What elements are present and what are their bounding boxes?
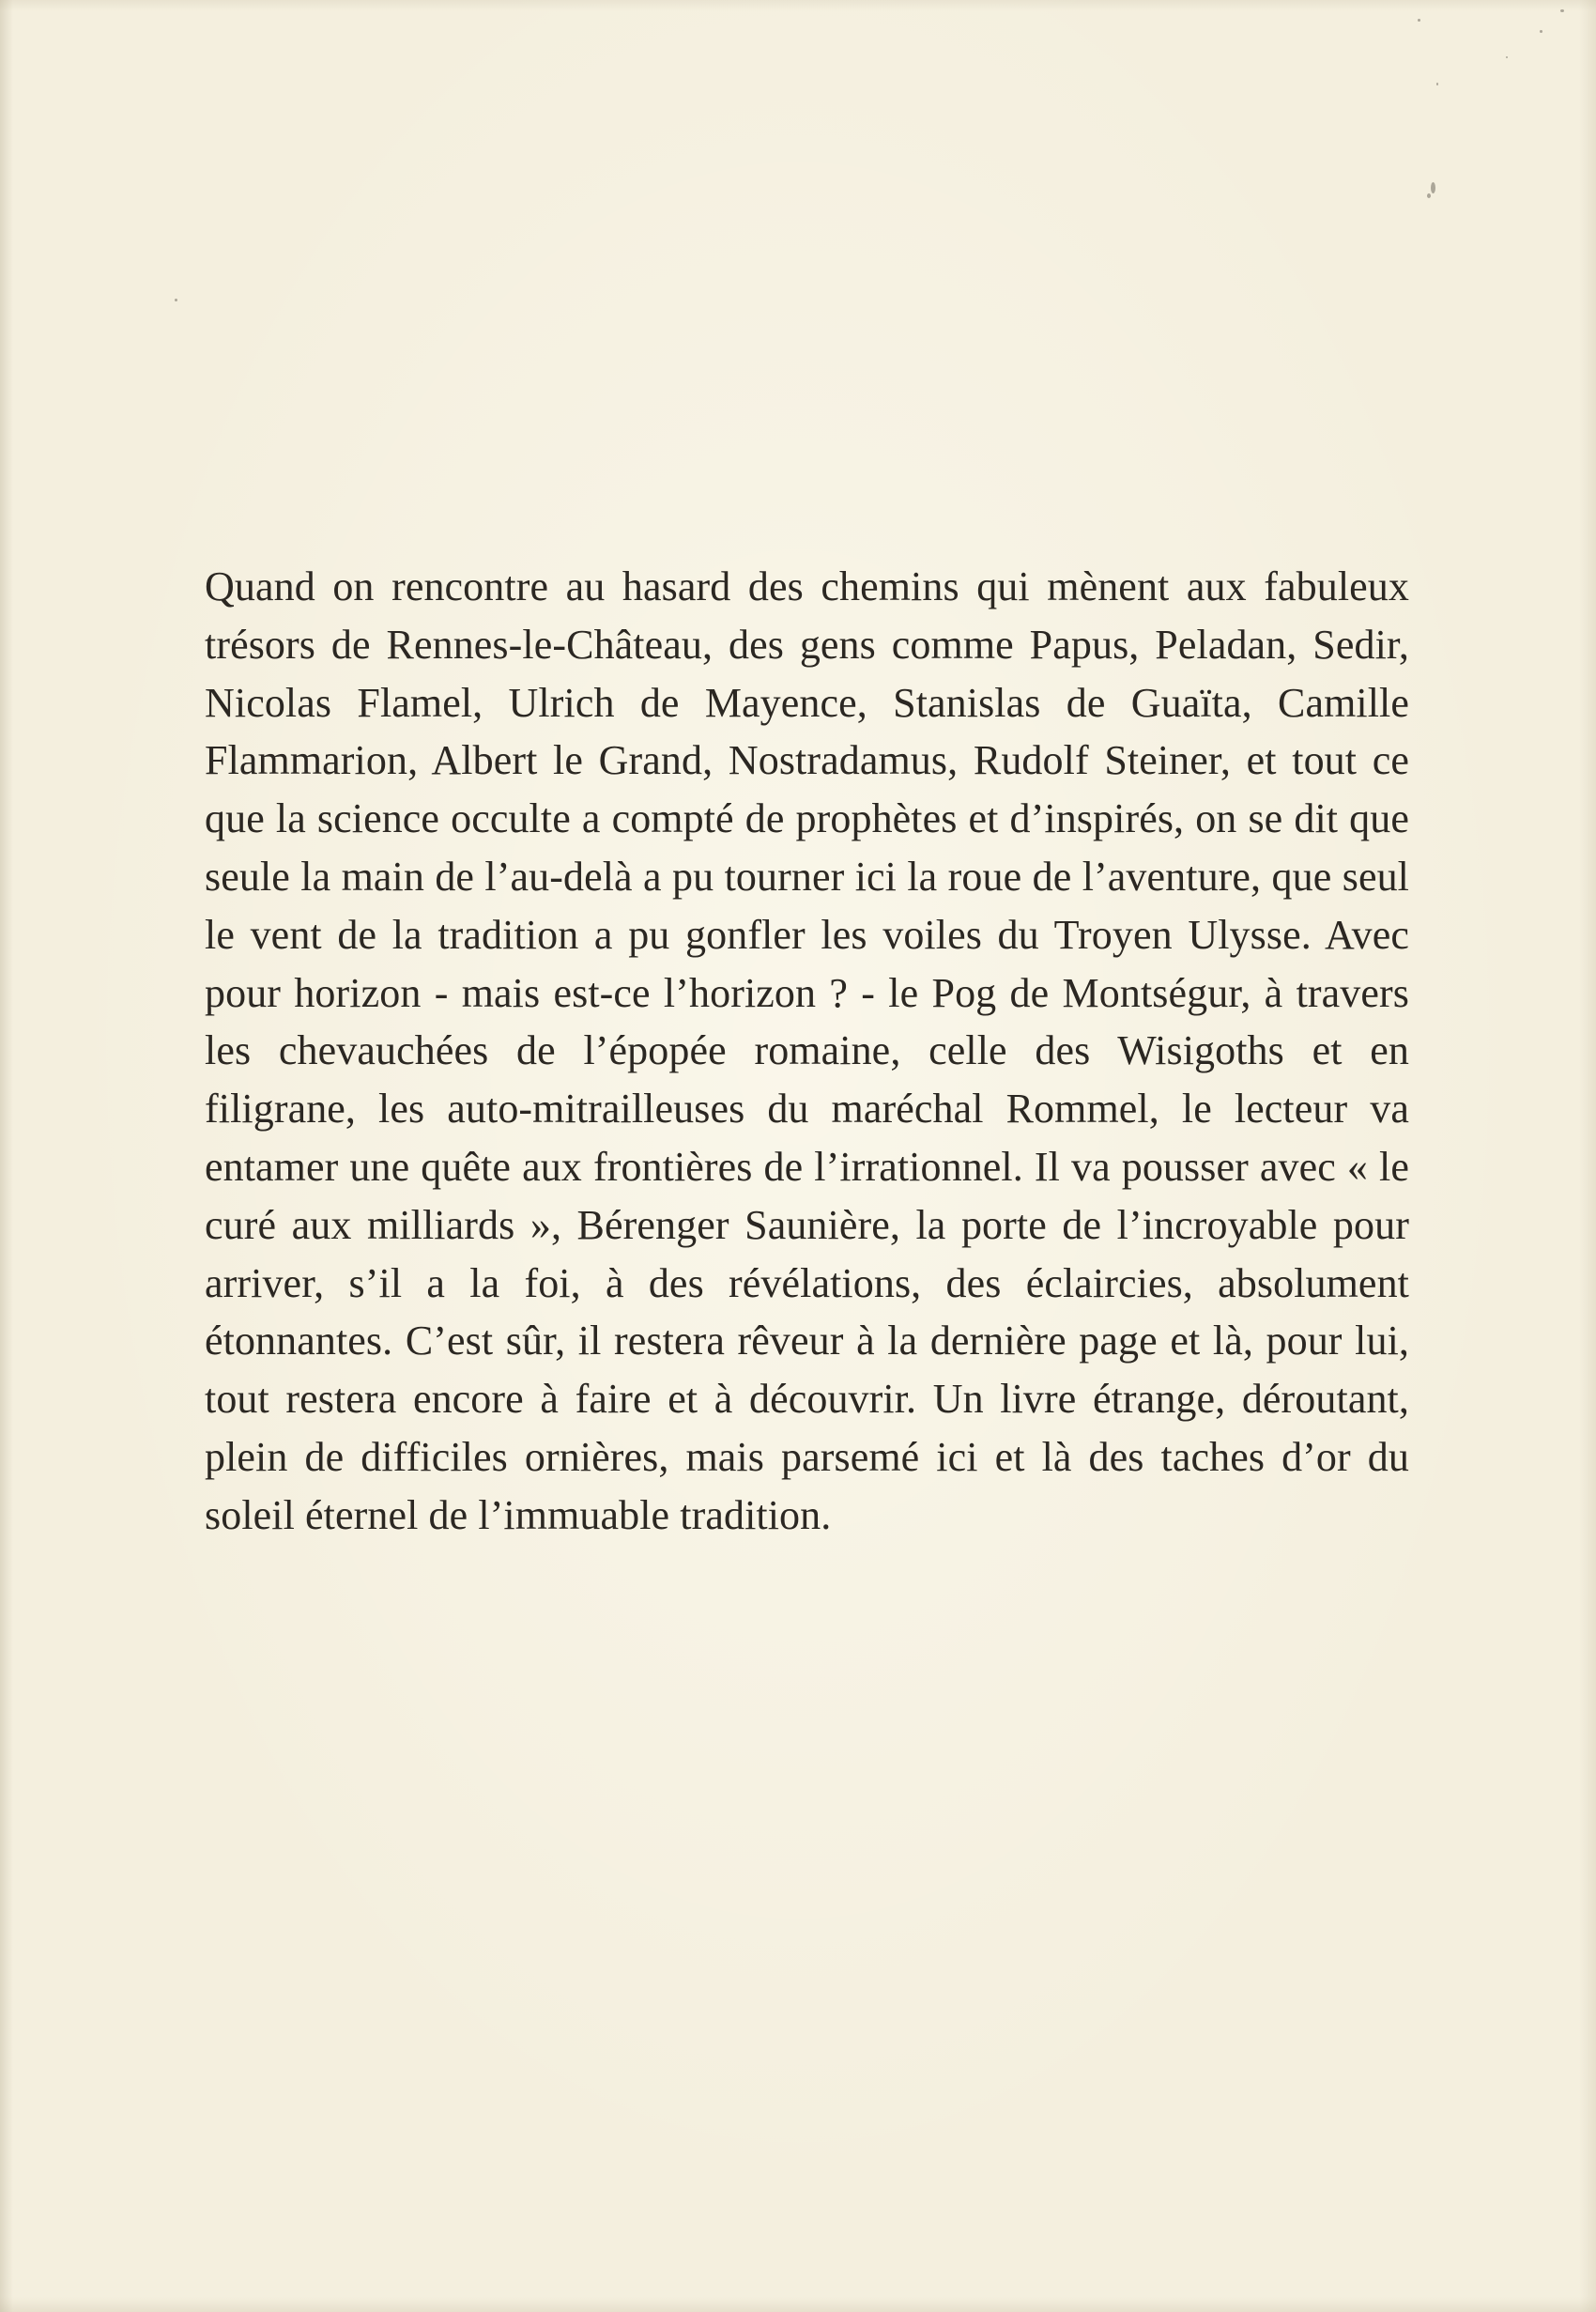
paper-speck xyxy=(1431,182,1435,193)
paper-speck xyxy=(1540,30,1542,33)
paper-speck xyxy=(175,299,177,301)
paper-speck xyxy=(1427,193,1431,198)
paper-speck xyxy=(1506,56,1508,58)
paper-speck xyxy=(1418,19,1420,22)
paper-speck xyxy=(1436,83,1438,85)
paper-speck xyxy=(1560,9,1564,12)
back-cover-blurb: Quand on rencontre au hasard des chemins qui mènent aux fabuleux trésors de Rennes-le-Château, des gens comme Papus, Peladan, Sedir, Nicolas Flamel, Ulrich de Mayence, Stanislas de Guaïta, Camille Flammarion, Albert le Grand, Nostradamus, Rudolf Steiner, et tout ce que la science occulte a compté de prophètes et d’inspirés, on se dit que seule la main de l’au-delà a pu tourner ici la roue de l’aventure, que seul le vent de la tradition a pu gonfler les voiles du Troyen Ulysse. Avec pour horizon - mais est-ce l’horizon ? - le Pog de Montségur, à travers les chevauchées de l’épopée romaine, celle des Wisigoths et en filigrane, les auto-mitrailleuses du maréchal Rommel, le lecteur va entamer une quête aux frontières de l’irrationnel. Il va pousser avec « le curé aux milliards », Bérenger Saunière, la porte de l’incroyable pour arriver, s’il a la foi, à des révélations, des éclaircies, absolument étonnantes. C’est sûr, il restera rêveur à la dernière page et là, pour lui, tout restera encore à faire et à découvrir. Un livre étrange, déroutant, plein de difficiles ornières, mais parsemé ici et là des taches d’or du soleil éternel de l’immuable tradition. xyxy=(205,563,1409,1538)
